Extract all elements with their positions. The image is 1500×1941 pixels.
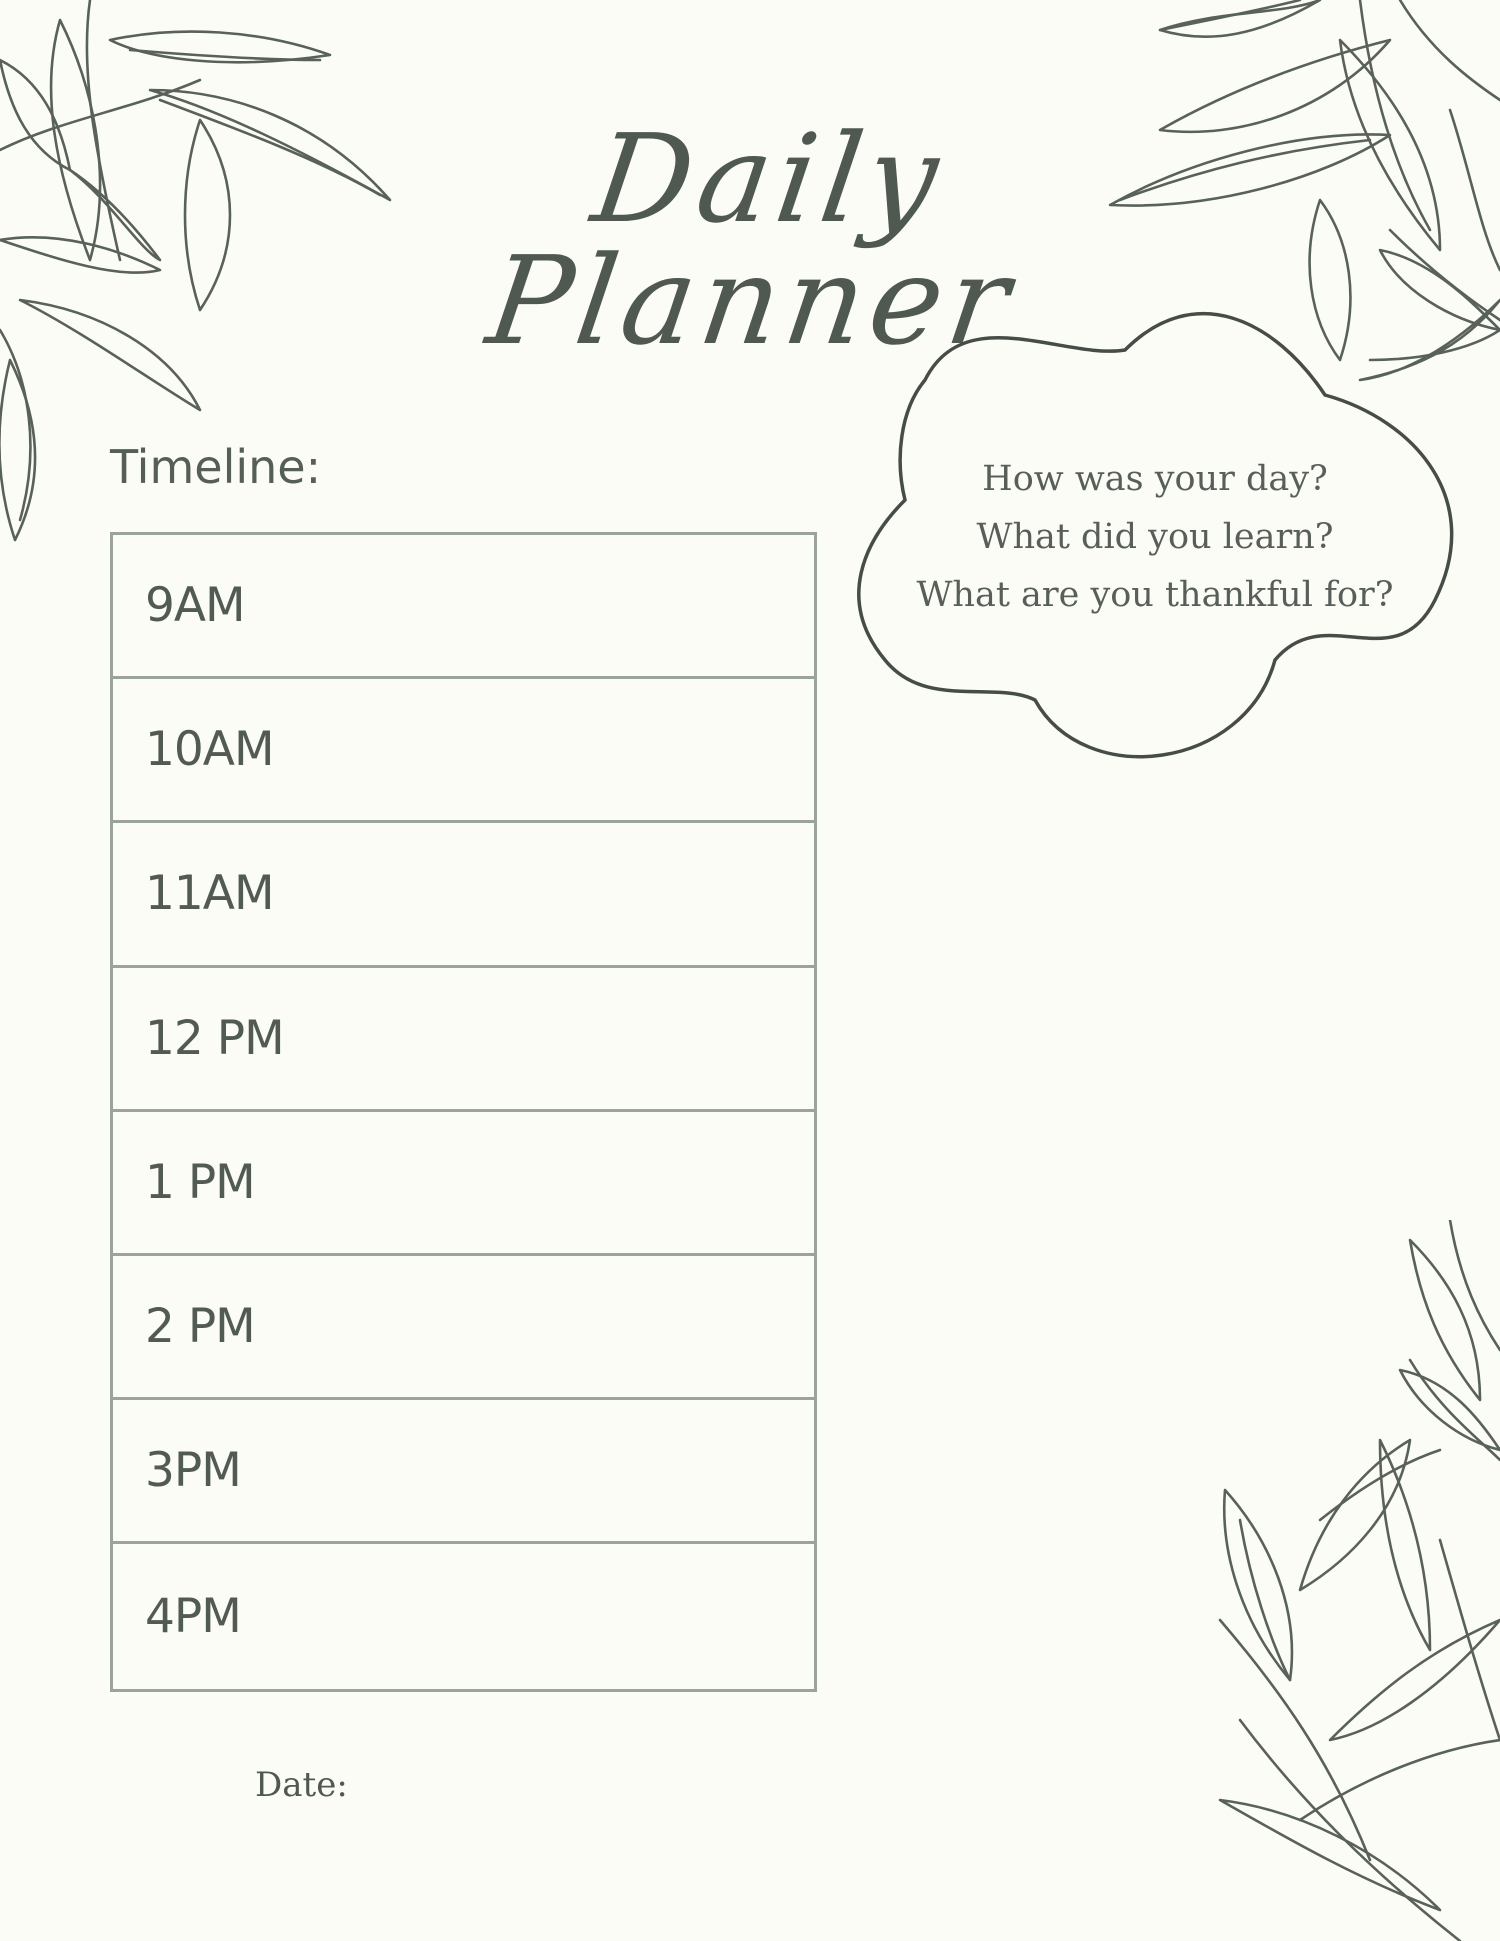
leaf-branch-icon xyxy=(1180,1220,1500,1941)
timeline-time-label: 12 PM xyxy=(145,1010,284,1066)
reflection-prompts xyxy=(880,450,1430,624)
prompt-line: What are you thankful for? xyxy=(916,575,1394,615)
timeline-table xyxy=(110,532,817,1692)
timeline-time-label: 11AM xyxy=(145,866,274,922)
timeline-row[interactable] xyxy=(113,1544,814,1688)
timeline-time-label: 3PM xyxy=(145,1443,241,1499)
date-label: Date: xyxy=(255,1765,348,1805)
timeline-time-label: 1 PM xyxy=(145,1154,255,1210)
timeline-row[interactable] xyxy=(113,968,814,1112)
timeline-row[interactable] xyxy=(113,823,814,967)
timeline-time-label: 4PM xyxy=(145,1588,241,1644)
timeline-row[interactable] xyxy=(113,679,814,823)
timeline-time-label: 2 PM xyxy=(145,1299,255,1355)
timeline-label: Timeline: xyxy=(110,440,322,494)
timeline-row[interactable] xyxy=(113,1112,814,1256)
timeline-time-label: 9AM xyxy=(145,578,245,634)
prompt-line: What did you learn? xyxy=(976,517,1334,557)
prompt-line: How was your day? xyxy=(982,459,1328,499)
timeline-row[interactable] xyxy=(113,1400,814,1544)
timeline-row[interactable] xyxy=(113,535,814,679)
timeline-row[interactable] xyxy=(113,1256,814,1400)
page-title: Daily Planner xyxy=(479,108,1024,372)
timeline-time-label: 10AM xyxy=(145,722,274,778)
